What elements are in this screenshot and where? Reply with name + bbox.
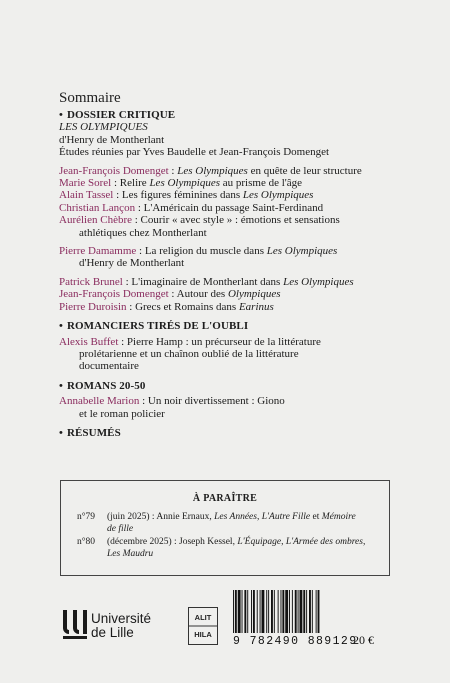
section-heading-romans: • ROMANS 20-50 <box>59 379 146 392</box>
section-heading-dossier: • DOSSIER CRITIQUE <box>59 109 176 121</box>
author-name: Alexis Buffet <box>59 335 119 348</box>
barcode-icon <box>232 590 350 634</box>
barcode-bar <box>312 590 313 633</box>
barcode-bar <box>271 590 273 633</box>
list-item: Jean-François Domenget : Autour des Olympiques <box>59 288 281 301</box>
barcode-bar <box>289 590 290 633</box>
barcode-bar <box>285 590 288 633</box>
list-item: Patrick Brunel : L'imaginaire de Montherlant dans Les Olympiques <box>59 275 354 288</box>
sommaire-title: Sommaire <box>59 90 121 106</box>
section-heading-resumes: • RÉSUMÉS <box>59 426 121 439</box>
barcode-bar <box>253 590 255 633</box>
lille-logo-mark-icon <box>60 608 90 640</box>
university-line2: de Lille <box>91 625 134 640</box>
author-name: Patrick Brunel <box>59 275 123 288</box>
dossier-title: LES OLYMPIQUES <box>59 121 148 134</box>
author-name: Aurélien Chèbre <box>59 214 132 227</box>
isbn-barcode <box>232 590 372 650</box>
barcode-bar <box>316 590 317 633</box>
author-name: Christian Lançon <box>59 201 136 214</box>
price-label: 20 € <box>353 633 374 647</box>
barcode-bar <box>242 590 243 633</box>
hila-text: HILA <box>194 630 212 639</box>
table-of-contents <box>59 109 429 439</box>
barcode-bar <box>282 590 284 633</box>
author-name: Annabelle Marion <box>59 395 140 408</box>
barcode-bar <box>292 590 293 633</box>
barcode-bar <box>247 590 248 633</box>
list-item: Alexis Buffet : Pierre Hamp : un précurseur de la littérature prolétarienne et un chaînon oublié de la littérature documentaire <box>59 335 321 373</box>
barcode-bar <box>235 590 237 633</box>
section-heading-romanciers: • ROMANCIERS TIRÉS DE L'OUBLI <box>59 320 249 333</box>
a-paraitre-title: À PARAÎTRE <box>192 493 258 504</box>
barcode-bar <box>300 590 303 633</box>
barcode-bar <box>233 590 234 633</box>
university-line1: Université <box>91 611 152 626</box>
list-item: Aurélien Chèbre : Courir « avec style » : émotions et sensations athlétiques chez Montherlant <box>59 214 340 239</box>
author-name: Marie Sorel <box>59 177 112 190</box>
author-name: Alain Tassel <box>59 189 114 202</box>
dossier-subtitle: d'Henry de Montherlant <box>59 133 165 146</box>
barcode-bar <box>318 590 320 633</box>
a-paraitre-box: À PARAÎTRE n°79 (juin 2025) : Annie Ernaux, Les Années, L'Autre Fille et Mémoire de fille n°80 (décembre 2025) : Joseph Kessel, L'Équipage, L'Armée des ombres, Les Maudru <box>60 480 390 576</box>
barcode-bar <box>278 590 279 633</box>
list-item: Pierre Damamme : La religion du muscle dans Les Olympiques d'Henry de Montherlant <box>59 245 338 270</box>
list-item: Annabelle Marion : Un noir divertissement : Giono et le roman policier <box>59 395 285 420</box>
dossier-intro <box>59 121 429 158</box>
barcode-bar <box>295 590 297 633</box>
list-item: Christian Lançon : L'Américain du passage Saint-Ferdinand <box>59 201 324 214</box>
list-item: Alain Tassel : Les figures féminines dans Les Olympiques <box>59 189 314 202</box>
list-item: Marie Sorel : Relire Les Olympiques au prisme de l'âge <box>59 177 303 190</box>
barcode-bar <box>298 590 299 633</box>
author-name: Jean-François Domenget <box>59 164 169 177</box>
barcode-bar <box>262 590 265 633</box>
author-name: Pierre Duroisin <box>59 300 127 313</box>
barcode-bar <box>238 590 241 633</box>
author-name: Jean-François Domenget <box>59 288 169 301</box>
barcode-bar <box>309 590 311 633</box>
isbn-number: 9 782490 889129 <box>233 635 358 648</box>
list-item: Pierre Duroisin : Grecs et Romains dans Earinus <box>59 300 274 313</box>
list-item: Jean-François Domenget : Les Olympiques en quête de leur structure <box>59 164 362 177</box>
barcode-bar <box>274 590 275 633</box>
universite-de-lille-logo <box>60 608 170 644</box>
barcode-bar <box>257 590 258 633</box>
barcode-bar <box>303 590 305 633</box>
author-name: Pierre Damamme <box>59 245 137 258</box>
barcode-bar <box>244 590 246 633</box>
barcode-bar <box>306 590 307 633</box>
barcode-bar <box>268 590 269 633</box>
dossier-editors: Études réunies par Yves Baudelle et Jean-François Domenget <box>59 146 330 159</box>
barcode-bar <box>266 590 267 633</box>
alithila-logo <box>188 607 218 645</box>
alit-text: ALIT <box>194 613 212 622</box>
barcode-bar <box>281 590 282 633</box>
barcode-bar <box>260 590 261 633</box>
barcode-bar <box>251 590 252 633</box>
